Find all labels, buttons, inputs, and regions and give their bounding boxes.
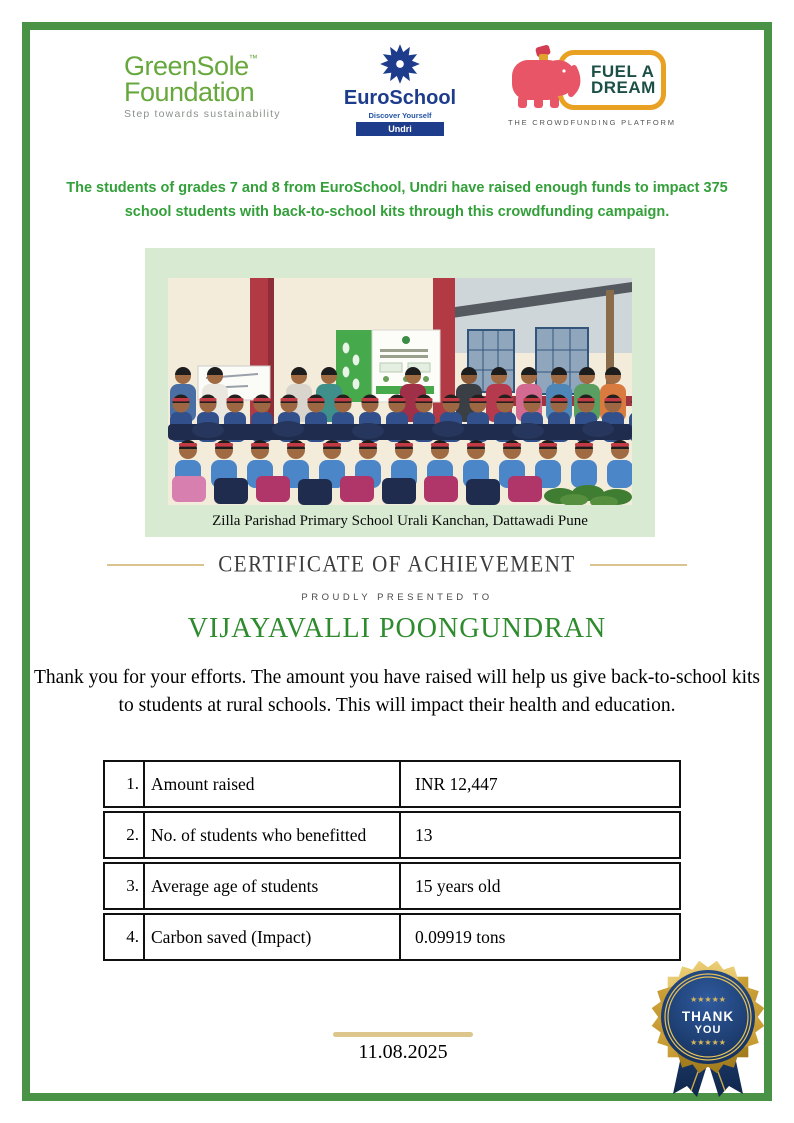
date-rule [333,1032,473,1037]
euroschool-starburst-icon [378,42,422,86]
greensole-name [124,51,281,81]
greensole-tagline: Step towards sustainability [124,108,281,121]
badge-stars-top: ★★★★★ [690,995,726,1004]
elephant-icon [506,38,584,118]
greensole-foundation-logo [124,51,281,121]
row-number: 1. [105,762,145,806]
table-row [103,811,681,859]
row-number: 4. [105,915,145,959]
fuel-a-dream-line1: FUEL A [591,61,655,81]
thank-you-badge [643,955,773,1100]
row-label: No. of students who benefitted [145,813,401,857]
badge-you-text: YOU [694,1024,722,1036]
row-number: 2. [105,813,145,857]
row-value: INR 12,447 [415,773,498,794]
greensole-line1: GreenSole [124,51,249,81]
school-photo-illustration [168,278,632,505]
greensole-line2: Foundation [124,76,255,107]
badge-stars-bottom: ★★★★★ [690,1038,726,1047]
certificate-title-row [107,552,687,577]
row-label: Amount raised [145,762,401,806]
row-value: 13 [415,824,433,845]
table-row [103,760,681,808]
school-photo [168,278,632,505]
presented-to-label: PROUDLY PRESENTED TO [301,592,493,603]
certificate-date: 11.08.2025 [358,1041,448,1063]
euroschool-tagline: Discover Yourself [368,111,432,120]
trademark-symbol: ™ [248,53,258,63]
row-number: 3. [105,864,145,908]
row-label: Carbon saved (Impact) [145,915,401,959]
intro-statement: The students of grades 7 and 8 from EuroSchool, Undri have raised enough funds to impact 375 school students with back-to-school kits through this crowdfunding campaign. [66,180,728,220]
fuel-a-dream-line2: DREAM [591,78,656,97]
title-rule-right [590,564,687,566]
euroschool-logo [340,42,460,136]
row-value: 15 years old [415,875,501,896]
certificate-title: CERTIFICATE OF ACHIEVEMENT [218,551,576,577]
impact-table [103,760,681,964]
thank-you-message: Thank you for your efforts. The amount you have raised will help us give back-to-school kits to students at rural schools. This will impact their health and education. [33,667,761,716]
euroschool-campus-banner: Undri [356,122,444,136]
row-label: Average age of students [145,864,401,908]
badge-thank-text: THANK [681,1009,735,1024]
logo-row [0,46,794,141]
euroschool-name: EuroSchool [343,87,457,109]
title-rule-left [107,564,204,566]
row-value: 0.09919 tons [415,926,506,947]
photo-caption: Zilla Parishad Primary School Urali Kanchan, Dattawadi Pune [212,513,588,529]
recipient-name: VIJAYAVALLI POONGUNDRAN [187,613,607,644]
photo-block [145,248,655,537]
fuel-a-dream-tagline: THE CROWDFUNDING PLATFORM [508,118,676,127]
table-row [103,862,681,910]
table-row [103,913,681,961]
